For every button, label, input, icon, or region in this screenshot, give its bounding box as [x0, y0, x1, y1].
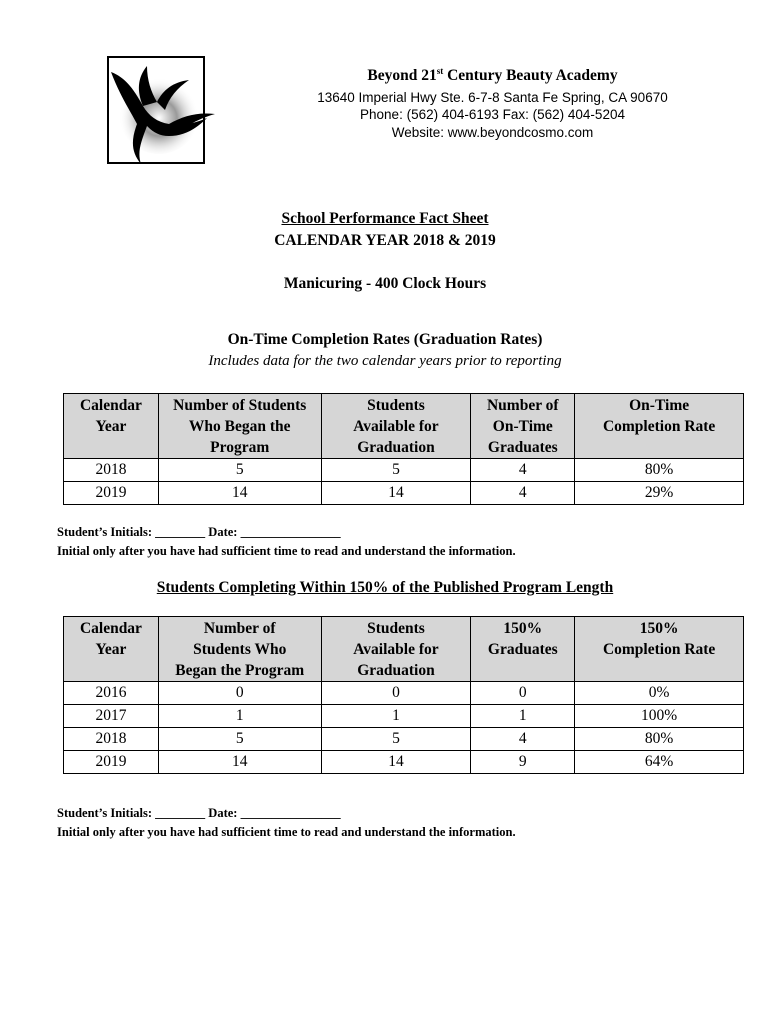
table-cell: 14	[158, 482, 321, 505]
section1-title: On-Time Completion Rates (Graduation Rates)	[227, 331, 543, 348]
angel-figure-icon	[97, 52, 217, 172]
table-cell: 1	[158, 705, 321, 728]
table-cell: 5	[158, 459, 321, 482]
table-cell: 80%	[575, 459, 744, 482]
column-header: Students Available for Graduation	[321, 617, 471, 682]
table-cell: 100%	[575, 705, 744, 728]
calendar-years: CALENDAR YEAR 2018 & 2019	[274, 232, 496, 249]
table-cell: 5	[321, 728, 471, 751]
table-cell: 4	[471, 728, 575, 751]
table-cell: 9	[471, 751, 575, 774]
table-cell: 2016	[64, 682, 159, 705]
table-header-row	[64, 394, 744, 459]
table-row	[64, 728, 744, 751]
column-header: On-Time Completion Rate	[575, 394, 744, 459]
table-cell: 2019	[64, 482, 159, 505]
table-cell: 4	[471, 459, 575, 482]
section1-subtitle: Includes data for the two calendar years prior to reporting	[208, 353, 562, 369]
table-cell: 0%	[575, 682, 744, 705]
table-cell: 29%	[575, 482, 744, 505]
table-cell: 0	[321, 682, 471, 705]
initials-line-2: Student’s Initials: ________ Date: ________________	[57, 806, 341, 820]
column-header: Calendar Year	[64, 617, 159, 682]
on-time-completion-table	[63, 393, 744, 505]
table-cell: 14	[158, 751, 321, 774]
table-row	[64, 751, 744, 774]
table-cell: 80%	[575, 728, 744, 751]
section2-title: Students Completing Within 150% of the Published Program Length	[156, 579, 614, 596]
table-cell: 14	[321, 482, 471, 505]
column-header: Number of Students Who Began the Program	[158, 617, 321, 682]
column-header: 150% Completion Rate	[575, 617, 744, 682]
table-cell: 64%	[575, 751, 744, 774]
table-cell: 2019	[64, 751, 159, 774]
table-cell: 2018	[64, 459, 159, 482]
column-header: 150% Graduates	[471, 617, 575, 682]
table-cell: 4	[471, 482, 575, 505]
column-header: Students Available for Graduation	[321, 394, 471, 459]
program-name: Manicuring - 400 Clock Hours	[283, 275, 487, 292]
table-cell: 1	[321, 705, 471, 728]
column-header: Calendar Year	[64, 394, 159, 459]
table-row	[64, 459, 744, 482]
academy-name: Beyond 21st Century Beauty Academy	[367, 66, 618, 85]
table-cell: 5	[158, 728, 321, 751]
academy-logo	[107, 56, 205, 164]
academy-phone-fax: Phone: (562) 404-6193 Fax: (562) 404-5204	[360, 107, 625, 122]
table-cell: 0	[158, 682, 321, 705]
table-row	[64, 482, 744, 505]
document-title: School Performance Fact Sheet	[281, 210, 489, 227]
initials-line-1: Student’s Initials: ________ Date: ________________	[57, 525, 341, 539]
table-cell: 1	[471, 705, 575, 728]
initials-note-1: Initial only after you have had sufficient time to read and understand the information.	[57, 544, 516, 558]
table-row	[64, 682, 744, 705]
column-header: Number of On-Time Graduates	[471, 394, 575, 459]
table-cell: 2018	[64, 728, 159, 751]
table-row	[64, 705, 744, 728]
table-cell: 0	[471, 682, 575, 705]
initials-note-2: Initial only after you have had sufficient time to read and understand the information.	[57, 825, 516, 839]
completion-150-table	[63, 616, 744, 774]
column-header: Number of Students Who Began the Program	[158, 394, 321, 459]
table-cell: 5	[321, 459, 471, 482]
table-cell: 2017	[64, 705, 159, 728]
academy-website: Website: www.beyondcosmo.com	[391, 125, 594, 140]
table-cell: 14	[321, 751, 471, 774]
academy-address: 13640 Imperial Hwy Ste. 6-7-8 Santa Fe Spring, CA 90670	[317, 90, 668, 105]
table-header-row	[64, 617, 744, 682]
